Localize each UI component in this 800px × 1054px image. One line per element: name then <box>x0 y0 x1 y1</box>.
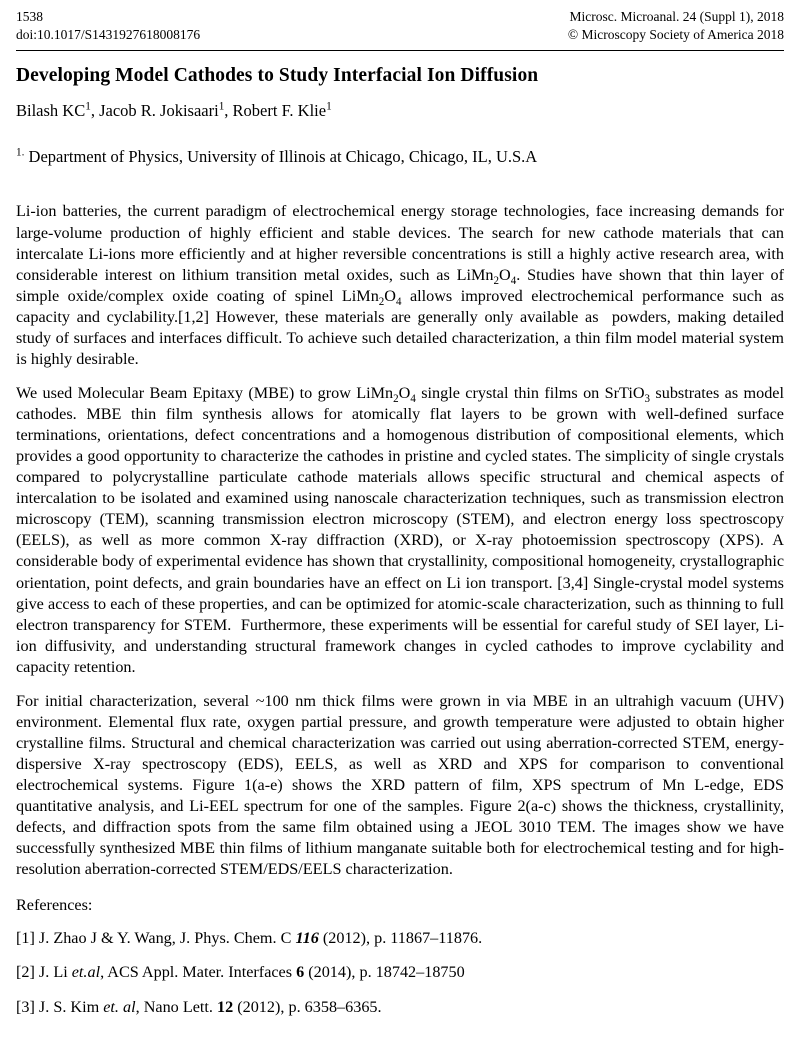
header-right <box>568 8 784 44</box>
page-title: Developing Model Cathodes to Study Interfacial Ion Diffusion <box>16 65 539 87</box>
reference-item: [3] J. S. Kim et. al, Nano Lett. 12 (2012), p. 6358–6365. <box>16 997 382 1016</box>
page-number: 1538 <box>16 9 43 24</box>
abstract-body <box>16 201 784 880</box>
paragraph: We used Molecular Beam Epitaxy (MBE) to grow $LiMn_2O_4$ single crystal thin films on SrTiO$_3$ substrates as model cathodes. MBE thin film synthesis allows for atomically flat layers to be grown with well-defined surface terminations, orientations, defect concentrations and a homogenous distribution of compositional elements, which provides a good opportunity to characterize the cathodes in pristine and cycled states. The simplicity of single crystals compared to polycrystalline particulate cathode materials allows specific structural and chemical aspects of intercalation to be isolated and examined using nanoscale characterization techniques, such as transmission electron microscopy (TEM), scanning transmission electron microscopy (STEM), and electron energy loss spectroscopy (EELS), as well as more common X-ray diffraction (XRD), or X-ray photoemission spectroscopy (XPS). A considerable body of experimental evidence has shown that crystallinity, compositional homogeneity, crystallographic orientation, point defects, and grain boundaries have an effect on Li ion transport. [3,4] Single-crystal model systems give access to each of these properties, and can be optimized for atomic-scale characterization, such as thinning to full electron transparency for STEM. Furthermore, these experiments will be essential for careful study of SEI layer, Li-ion diffusivity, and understanding structural framework changes in cycled cathodes to improve cyclability and capacity retention. <box>16 383 784 676</box>
author-list: Bilash $KC^1$, Jacob R. Jokisaari$^1$, Robert F. Klie$^1$ <box>16 100 332 121</box>
references-heading: References: <box>16 896 93 915</box>
reference-item: [1] J. Zhao J & Y. Wang, J. Phys. Chem. C 116 (2012), p. 11867–11876. <box>16 929 483 948</box>
page-header <box>16 8 784 44</box>
reference-item: [2] J. Li et.al, ACS Appl. Mater. Interfaces 6 (2014), p. 18742–18750 <box>16 963 465 982</box>
affiliation: $^{1.}$ Department of Physics, University of Illinois at Chicago, Chicago, IL, U.S.A <box>16 146 538 167</box>
paragraph: Li-ion batteries, the current paradigm of electrochemical energy storage technologies, face increasing demands for large-volume production of highly efficient and stable devices. The search for new cathode materials that can intercalate Li-ions more efficiently and at higher reversible concentrations is still a highly active research area, with considerable interest on lithium transition metal oxides, such as $LiMn_2O_4$. Studies have shown that thin layer of simple oxide/complex oxide coating of spinel $LiMn_2O_4$ allows improved electrochemical performance such as capacity and cyclability.[1,2] However, these materials are generally only available as powders, making detailed study of surfaces and interfaces difficult. To achieve such detailed characterization, a thin film model material system is highly desirable. <box>16 202 784 368</box>
copyright-line: © Microscopy Society of America 2018 <box>567 27 784 43</box>
paragraph: For initial characterization, several ~100 nm thick films were grown in via MBE in an ultrahigh vacuum (UHV) environment. Elemental flux rate, oxygen partial pressure, and growth temperature were adjusted to obtain higher crystalline films. Structural and chemical characterization was carried out using aberration-corrected STEM, energy-dispersive X-ray spectroscopy (EDS), EELS, as well as XRD and XPS for comparison to conventional electrochemical systems. Figure 1(a-e) shows the XRD pattern of film, XPS spectrum of Mn L-edge, EDS quantitative analysis, and Li-EEL spectrum for one of the samples. Figure 2(a-c) shows the thickness, crystallinity, defects, and diffraction spots from the same film obtained using a JEOL 3010 TEM. The images show we have successfully synthesized MBE thin films of lithium manganate suitable both for electrochemical testing and for high-resolution aberration-corrected STEM/EDS/EELS characterization. <box>16 691 784 879</box>
references-list <box>16 928 784 1017</box>
doi-text: doi:10.1017/S1431927618008176 <box>16 27 201 43</box>
header-left <box>16 8 200 44</box>
journal-citation: Microsc. Microanal. 24 (Suppl 1), 2018 <box>569 9 784 24</box>
header-divider <box>16 50 784 51</box>
